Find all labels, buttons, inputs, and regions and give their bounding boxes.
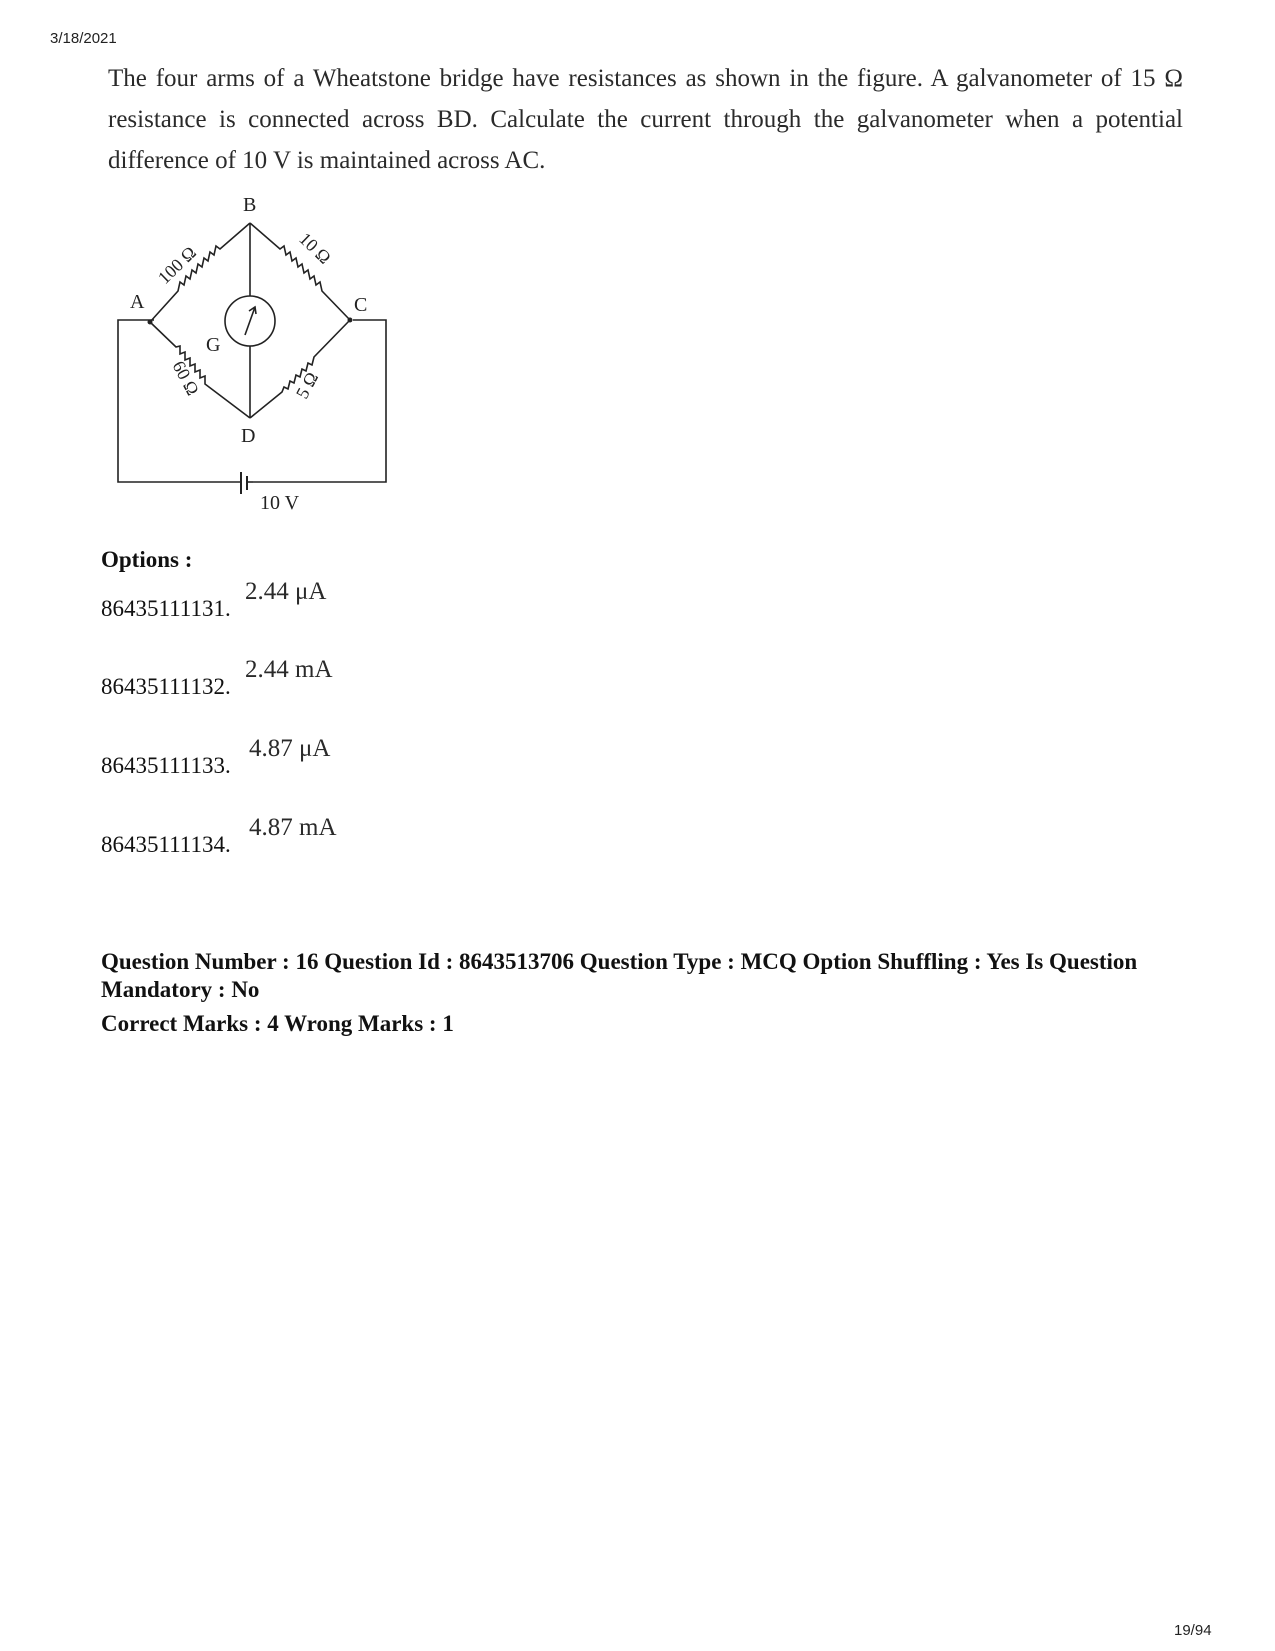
label-galvanometer: G <box>206 334 221 356</box>
label-r-ad: 60 Ω <box>168 357 203 399</box>
page-number: 19/94 <box>1174 1622 1212 1639</box>
label-r-ab: 100 Ω <box>153 242 201 288</box>
option-value: 2.44 mA <box>245 656 333 683</box>
option-row[interactable] <box>101 656 501 706</box>
option-id: 86435111134. <box>101 832 231 857</box>
option-value: 4.87 mA <box>249 814 337 841</box>
option-id: 86435111131. <box>101 596 231 621</box>
label-r-dc: 5 Ω <box>291 368 323 402</box>
label-node-b: B <box>243 195 257 216</box>
question-meta <box>101 948 1176 1038</box>
label-r-bc: 10 Ω <box>295 228 335 268</box>
marks-info: Correct Marks : 4 Wrong Marks : 1 <box>101 1011 454 1036</box>
question-info: Question Number : 16 Question Id : 8643513706 Question Type : MCQ Option Shuffling : Yes Is Question Mandatory : No <box>101 949 1138 1002</box>
label-node-d: D <box>241 425 256 447</box>
option-row[interactable] <box>101 814 501 864</box>
option-row[interactable] <box>101 578 501 628</box>
option-value: 4.87 μA <box>249 735 331 762</box>
option-row[interactable] <box>101 735 501 785</box>
question-text: The four arms of a Wheatstone bridge have resistances as shown in the figure. A galvanometer of 15 Ω resistance is connected across BD. Calculate the current through the galvanometer when a potential difference of 10 V is maintained across AC. <box>108 65 1183 174</box>
label-node-c: C <box>354 294 368 316</box>
option-id: 86435111133. <box>101 753 231 778</box>
wheatstone-bridge-figure <box>110 195 420 540</box>
resistor-dc <box>250 320 350 418</box>
print-date: 3/18/2021 <box>50 30 117 47</box>
options-heading: Options : <box>101 547 193 572</box>
resistor-ad <box>150 322 250 418</box>
label-battery: 10 V <box>260 492 300 514</box>
node-c-dot <box>348 318 353 323</box>
node-a-dot <box>148 320 153 325</box>
label-node-a: A <box>130 291 145 313</box>
wire-left <box>118 320 241 482</box>
circuit-diagram <box>110 195 420 540</box>
option-value: 2.44 μA <box>245 578 327 605</box>
option-id: 86435111132. <box>101 674 231 699</box>
wire-right <box>253 320 386 482</box>
